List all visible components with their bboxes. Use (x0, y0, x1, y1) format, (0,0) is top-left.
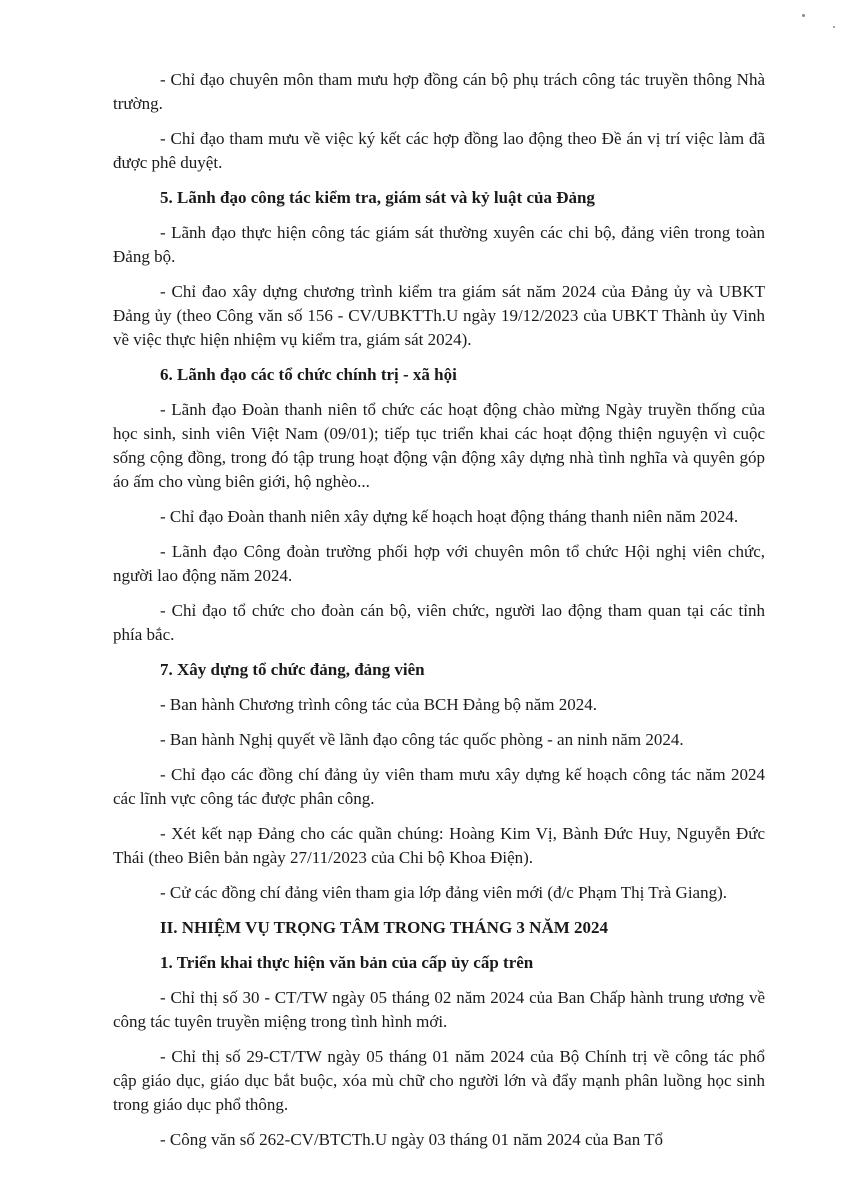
section-heading: 5. Lãnh đạo công tác kiểm tra, giám sát và kỷ luật của Đảng (160, 188, 595, 207)
paragraph: - Chỉ đạo các đồng chí đảng ủy viên tham mưu xây dựng kế hoạch công tác năm 2024 các lĩnh vực công tác được phân công. (113, 765, 765, 808)
document-page (113, 68, 765, 1163)
paragraph: - Chỉ đạo Đoàn thanh niên xây dựng kế hoạch hoạt động tháng thanh niên năm 2024. (160, 507, 739, 526)
paragraph: - Lãnh đạo Công đoàn trường phối hợp với chuyên môn tổ chức Hội nghị viên chức, người lao động năm 2024. (113, 542, 765, 585)
paragraph: - Chỉ thị số 29-CT/TW ngày 05 tháng 01 năm 2024 của Bộ Chính trị về công tác phổ cập giáo dục, giáo dục bắt buộc, xóa mù chữ cho người lớn và đẩy mạnh phân luồng học sinh trong giáo dục phổ thông. (113, 1047, 765, 1114)
section-heading: 1. Triển khai thực hiện văn bản của cấp ủy cấp trên (160, 953, 534, 972)
paragraph: - Xét kết nạp Đảng cho các quần chúng: Hoàng Kim Vị, Bành Đức Huy, Nguyễn Đức Thái (theo Biên bản ngày 27/11/2023 của Chi bộ Khoa Điện). (113, 824, 765, 867)
scan-speck (802, 14, 805, 17)
paragraph: - Lãnh đạo thực hiện công tác giám sát thường xuyên các chi bộ, đảng viên trong toàn Đảng bộ. (113, 223, 765, 266)
paragraph: - Công văn số 262-CV/BTCTh.U ngày 03 tháng 01 năm 2024 của Ban Tổ (160, 1130, 664, 1149)
paragraph: - Chỉ thị số 30 - CT/TW ngày 05 tháng 02 năm 2024 của Ban Chấp hành trung ương về công tác tuyên truyền miệng trong tình hình mới. (113, 988, 765, 1031)
paragraph: - Chỉ đạo tham mưu về việc ký kết các hợp đồng lao động theo Đề án vị trí việc làm đã được phê duyệt. (113, 129, 765, 172)
paragraph: - Chỉ đạo chuyên môn tham mưu hợp đồng cán bộ phụ trách công tác truyền thông Nhà trường. (113, 70, 765, 113)
section-heading: 7. Xây dựng tổ chức đảng, đảng viên (160, 660, 425, 679)
paragraph: - Ban hành Nghị quyết về lãnh đạo công tác quốc phòng - an ninh năm 2024. (160, 730, 684, 749)
paragraph: - Ban hành Chương trình công tác của BCH Đảng bộ năm 2024. (160, 695, 597, 714)
paragraph: - Lãnh đạo Đoàn thanh niên tổ chức các hoạt động chào mừng Ngày truyền thống của học sinh, sinh viên Việt Nam (09/01); tiếp tục triển khai các hoạt động thiện nguyện vì cuộc sống cộng đồng, trong đó tập trung hoạt động vận động xây dựng nhà tình nghĩa và quyên góp áo ấm cho vùng biên giới, hộ nghèo... (113, 400, 765, 491)
section-heading: 6. Lãnh đạo các tổ chức chính trị - xã hội (160, 365, 457, 384)
paragraph: - Chỉ đao xây dựng chương trình kiểm tra giám sát năm 2024 của Đảng ủy và UBKT Đảng ủy (theo Công văn số 156 - CV/UBKTTh.U ngày 19/12/2023 của UBKT Thành ủy Vinh về việc thực hiện nhiệm vụ kiểm tra, giám sát 2024). (113, 282, 765, 349)
paragraph: - Cử các đồng chí đảng viên tham gia lớp đảng viên mới (đ/c Phạm Thị Trà Giang). (160, 883, 728, 902)
paragraph: - Chỉ đạo tổ chức cho đoàn cán bộ, viên chức, người lao động tham quan tại các tỉnh phía bắc. (113, 601, 765, 644)
part-heading: II. NHIỆM VỤ TRỌNG TÂM TRONG THÁNG 3 NĂM 2024 (160, 918, 609, 937)
scan-speck (833, 26, 835, 28)
